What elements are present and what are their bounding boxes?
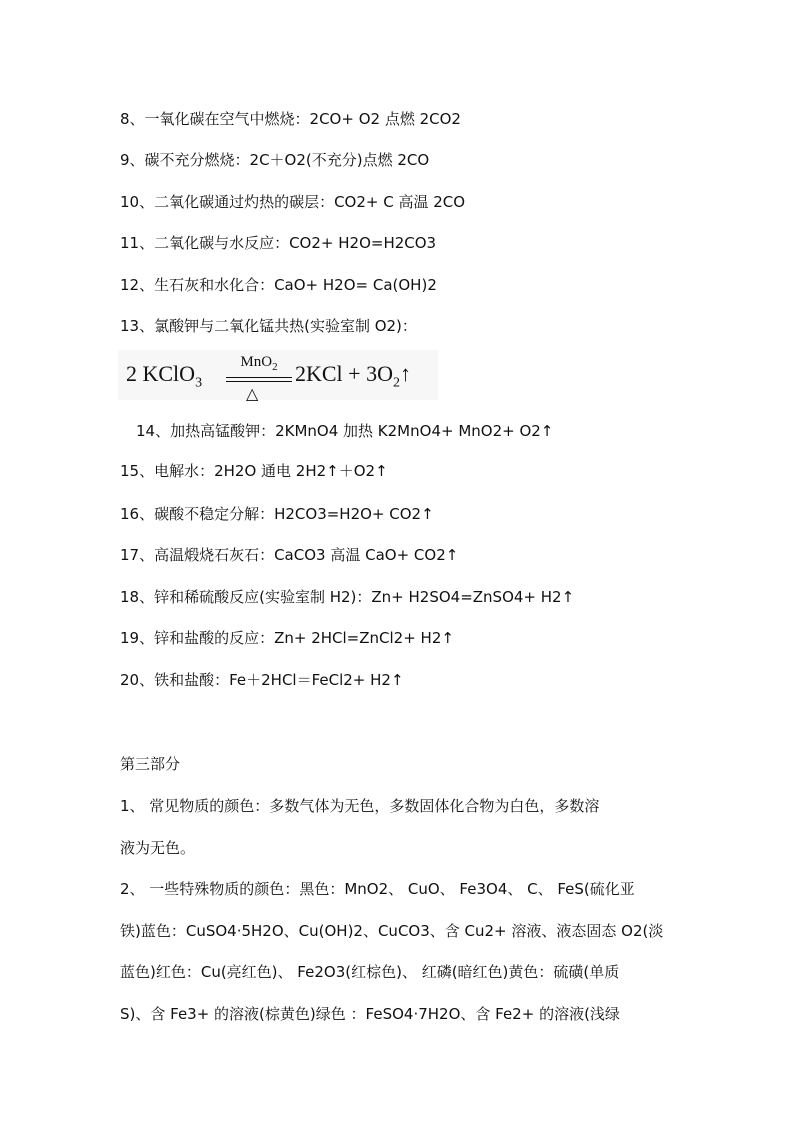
paragraph-1-line-2: 液为无色。 (120, 839, 196, 857)
paragraph-2-line-2: 铁)蓝色：CuSO4·5H2O、Cu(OH)2、CuCO3、含 Cu2+ 溶液、液态固态 O2(淡 (120, 922, 664, 940)
section-title: 第三部分 (120, 755, 181, 773)
equation-line-13: 13、氯酸钾与二氧化锰共热(实验室制 O2)： (120, 317, 417, 335)
paragraph-2-line-1: 2、 一些特殊物质的颜色：黑色：MnO2、 CuO、 Fe3O4、 C、 FeS(硫化亚 (120, 880, 635, 898)
equation-line-20: 20、铁和盐酸：Fe＋2HCl＝FeCl2+ H2↑ (120, 671, 404, 689)
equation-line-16: 16、碳酸不稳定分解：H2CO3=H2O+ CO2↑ (120, 505, 434, 523)
equation-catalyst: MnO$_2$ (240, 354, 278, 373)
paragraph-2-line-3: 蓝色)红色：Cu(亮红色)、 Fe2O3(红棕色)、 红磷(暗红色)黄色：硫磺(单质 (120, 963, 620, 981)
kclo3-equation-image (118, 350, 438, 403)
equation-line-19: 19、锌和盐酸的反应：Zn+ 2HCl=ZnCl2+ H2↑ (120, 629, 454, 647)
paragraph-2-line-4: S)、含 Fe3+ 的溶液(棕黄色)绿色 ：FeSO4·7H2O、含 Fe2+ 的溶液(浅绿 (120, 1005, 620, 1023)
equation-line-9: 9、碳不充分燃烧：2C＋O2(不充分)点燃 2CO (120, 151, 430, 169)
equation-bar-top (226, 377, 292, 378)
equation-line-14: 14、加热高锰酸钾：2KMnO4 加热 K2MnO4+ MnO2+ O2↑ (136, 422, 554, 440)
equation-line-11: 11、二氧化碳与水反应：CO2+ H2O=H2CO3 (120, 234, 437, 252)
equation-line-18: 18、锌和稀硫酸反应(实验室制 H2)：Zn+ H2SO4=ZnSO4+ H2↑ (120, 588, 575, 606)
heat-triangle-icon: △ (246, 384, 259, 403)
paragraph-1-line-1: 1、 常见物质的颜色：多数气体为无色，多数固体化合物为白色，多数溶 (120, 797, 600, 815)
equation-line-17: 17、高温煅烧石灰石：CaCO3 高温 CaO+ CO2↑ (120, 546, 459, 564)
equation-bar-bottom (226, 381, 292, 382)
equation-line-8: 8、一氧化碳在空气中燃烧：2CO+ O2 点燃 2CO2 (120, 110, 461, 128)
equation-reactant: 2 KClO$_3$ (126, 361, 203, 391)
equation-product: $2KCl + 3O_2↑$ (295, 361, 411, 391)
equation-line-15: 15、电解水：2H2O 通电 2H2↑＋O2↑ (120, 462, 388, 480)
equation-line-10: 10、二氧化碳通过灼热的碳层：CO2+ C 高温 2CO (120, 193, 466, 211)
equation-line-12: 12、生石灰和水化合：CaO+ H2O= Ca(OH)2 (120, 276, 437, 294)
